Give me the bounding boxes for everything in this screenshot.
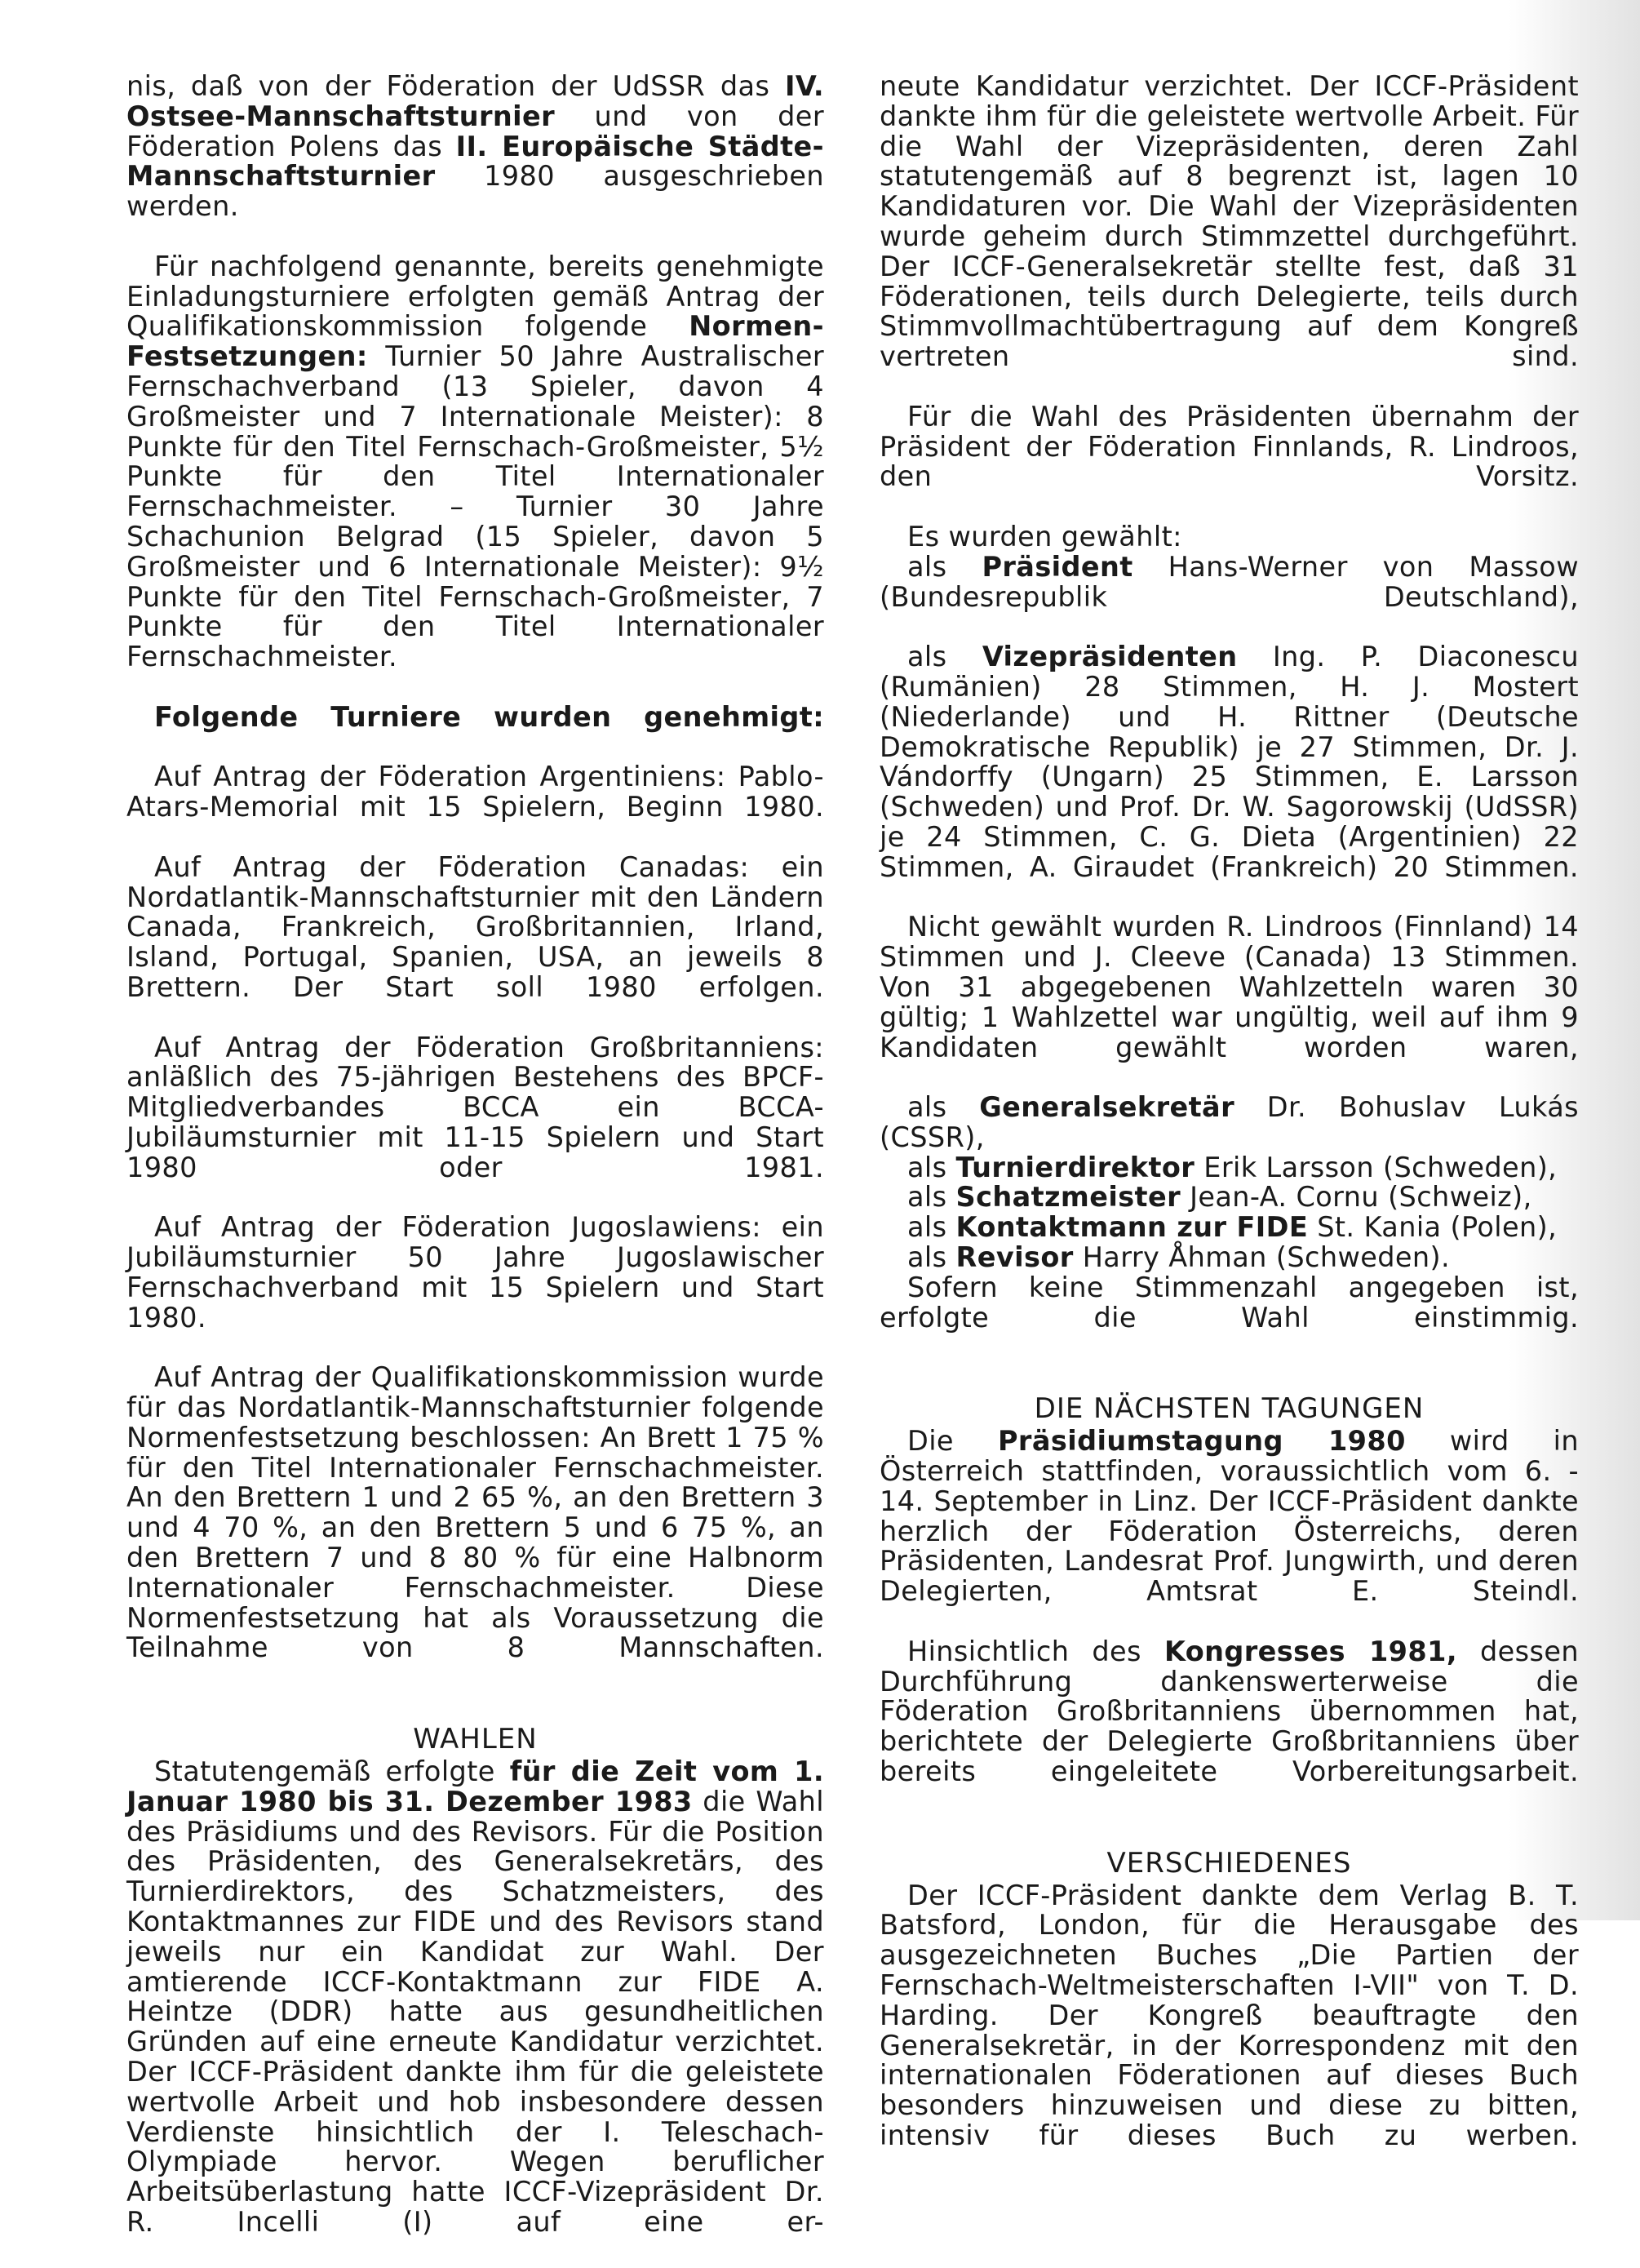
paragraph: Auf Antrag der Qualifikationskommission wurde für das Nordatlantik-Mannschaftsturnier folgende Normenfestsetzung beschlossen: An Brett 1 75 % für den Titel Internationaler Fernschachmeister. An den Brettern 1 und 2 65 %, an den Brettern 3 und 4 70 %, an den Brettern 5 und 6 75 %, an den Brettern 7 und 8 80 % für eine Halbnorm Internationaler Fernschachmeister. Diese Normenfestsetzung hat als Voraussetzung die Teilnahme von 8 Mannschaften. [126,1361,824,1664]
section-heading-tagungen: DIE NÄCHSTEN TAGUNGEN [1034,1392,1425,1426]
paragraph: als Generalsekretär Dr. Bohuslav Lukás (CSSR), [880,1091,1579,1153]
paragraph: Auf Antrag der Föderation Jugoslawiens: ein Jubiläumsturnier 50 Jahre Jugoslawischer Fernschachverband mit 15 Spielern und Start 1980. [126,1211,824,1334]
paragraph: Auf Antrag der Föderation Canadas: ein Nordatlantik-Mannschaftsturnier mit den Ländern Canada, Frankreich, Großbritannien, Irland, Island, Portugal, Spanien, USA, an jeweils 8 Brettern. Der Start soll 1980 erfolgen. [126,850,824,1003]
section-heading-wahlen: WAHLEN [413,1723,538,1756]
section-heading-verschiedenes: VERSCHIEDENES [1106,1846,1352,1880]
paragraph: als Präsident Hans-Werner von Massow (Bundesrepublik Deutschland), [880,550,1580,613]
paragraph: Auf Antrag der Föderation Argentiniens: Pablo-Atars-Memorial mit 15 Spielern, Beginn 1980. [126,761,824,823]
paragraph: als Schatzmeister Jean-A. Cornu (Schweiz), [907,1181,1532,1214]
paragraph: als Turnierdirektor Erik Larsson (Schweden), [907,1151,1558,1183]
paragraph: Statutengemäß erfolgte für die Zeit vom 1. Januar 1980 bis 31. Dezember 1983 die Wahl des Präsidiums und des Revisors. Für die Position des Präsidenten, des Generalsekretärs, des Turnierdirektors, des Schatzmeisters, des Kontaktmannes zur FIDE und des Revisors stand jeweils nur ein Kandidat zur Wahl. Der amtierende ICCF-Kontaktmann zur FIDE A. Heintze (DDR) hatte aus gesundheitlichen Gründen auf eine erneute Kandidatur verzichtet. Der ICCF-Präsident dankte ihm für die geleistete wertvolle Arbeit und hob insbesondere dessen Verdienste hinsichtlich der I. Teleschach-Olympiade hervor. Wegen beruflicher Arbeitsüberlastung hatte ICCF-Vizepräsident Dr. R. Incelli (I) auf eine er- [126,1755,824,2238]
paragraph: als Vizepräsidenten Ing. P. Diaconescu (Rumänien) 28 Stimmen, H. J. Mostert (Niederlande) und H. Rittner (Deutsche Demokratische Republik) je 27 Stimmen, Dr. J. Vándorffy (Ungarn) 25 Stimmen, E. Larsson (Schweden) und Prof. Dr. W. Sagorowskij (UdSSR) je 24 Stimmen, C. G. Dieta (Argentinien) 22 Stimmen, A. Giraudet (Frankreich) 20 Stimmen. [880,641,1579,883]
paragraph: Auf Antrag der Föderation Großbritanniens: anläßlich des 75-jährigen Bestehens des BPCF-Mitgliedverbandes BCCA ein BCCA-Jubiläumsturnier mit 11-15 Spielern und Start 1980 oder 1981. [126,1031,824,1183]
paragraph: Die Präsidiumstagung 1980 wird in Österreich stattfinden, voraussichtlich vom 6. - 14. September in Linz. Der ICCF-Präsident dankte herzlich der Föderation Österreichs, deren Präsidenten, Landesrat Prof. Jungwirth, und deren Delegierten, Amtsrat E. Steindl. [880,1425,1579,1608]
left-column [126,72,824,2268]
paragraph: als Revisor Harry Åhman (Schweden). [907,1241,1451,1274]
right-column [880,72,1579,2181]
paragraph: Für die Wahl des Präsidenten übernahm der Präsident der Föderation Finnlands, R. Lindroos, den Vorsitz. [880,400,1579,493]
paragraph: nis, daß von der Föderation der UdSSR das IV. Ostsee-Mannschaftsturnier und von der Föderation Polens das II. Europäische Städte-Mannschaftsturnier 1980 ausgeschrieben werden. [126,70,824,223]
paragraph: Der ICCF-Präsident dankte dem Verlag B. T. Batsford, London, für die Herausgabe des ausgezeichneten Buches „Die Partien der Fernschach-Weltmeisterschaften I-VII" von T. D. Harding. Der Kongreß beauftragte den Generalsekretär, in der Korrespondenz mit den internationalen Föderationen auf dieses Buch besonders hinzuweisen und diese zu bitten, intensiv für dieses Buch zu werben. [880,1879,1579,2151]
paragraph: neute Kandidatur verzichtet. Der ICCF-Präsident dankte ihm für die geleistete wertvolle Arbeit. Für die Wahl der Vizepräsidenten, deren Zahl statutengemäß auf 8 begrenzt ist, lagen 10 Kandidaturen vor. Die Wahl der Vizepräsidenten wurde geheim durch Stimmzettel durchgeführt. Der ICCF-Generalsekretär stellte fest, daß 31 Föderationen, teils durch Delegierte, teils durch Stimmvollmachtübertragung auf dem Kongreß vertreten sind. [880,70,1579,373]
paragraph: Es wurden gewählt: [907,520,1182,553]
paragraph: Für nachfolgend genannte, bereits genehmigte Einladungsturniere erfolgten gemäß Antrag der Qualifikationskommission folgende Normen-Festsetzungen: Turnier 50 Jahre Australischer Fernschachverband (13 Spieler, davon 4 Großmeister und 7 Internationale Meister): 8 Punkte für den Titel Fernschach-Großmeister, 5½ Punkte für den Titel Internationaler Fernschachmeister. – Turnier 30 Jahre Schachunion Belgrad (15 Spieler, davon 5 Großmeister und 6 Internationale Meister): 9½ Punkte für den Titel Fernschach-Großmeister, 7 Punkte für den Titel Internationaler Fernschachmeister. [126,250,824,673]
paragraph-heading: Folgende Turniere wurden genehmigt: [154,700,824,733]
paragraph: Nicht gewählt wurden R. Lindroos (Finnland) 14 Stimmen und J. Cleeve (Canada) 13 Stimmen. Von 31 abgegebenen Wahlzetteln waren 30 gültig; 1 Wahlzettel war ungültig, weil auf ihm 9 Kandidaten gewählt worden waren, [880,911,1579,1063]
paragraph: Hinsichtlich des Kongresses 1981, dessen Durchführung dankenswerterweise die Föderation Großbritanniens übernommen hat, berichtete der Delegierte Großbritanniens über bereits eingeleitete Vorbereitungsarbeit. [880,1635,1580,1788]
paragraph: als Kontaktmann zur FIDE St. Kania (Polen), [907,1211,1558,1244]
paragraph: Sofern keine Stimmenzahl angegeben ist, erfolgte die Wahl einstimmig. [880,1271,1579,1334]
